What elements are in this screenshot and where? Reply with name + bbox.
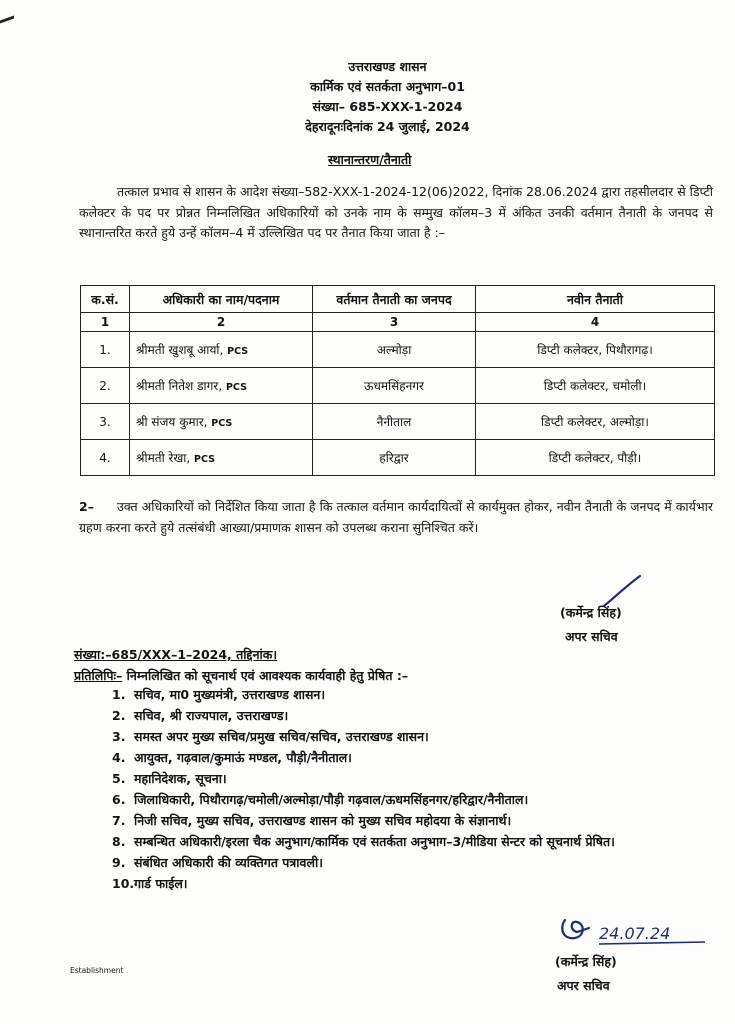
list-item <box>112 854 712 872</box>
table-row <box>81 440 715 476</box>
table-header-row <box>81 286 715 313</box>
row-serial: 4. <box>81 440 130 476</box>
col-number: 2 <box>130 313 313 332</box>
item-text: समस्त अपर मुख्य सचिव/प्रमुख सचिव/सचिव, उत्तराखण्ड शासन। <box>134 729 429 744</box>
officers-table <box>80 285 715 476</box>
list-item <box>112 770 712 788</box>
list-item <box>112 875 712 893</box>
paragraph-number: 2– <box>79 499 94 514</box>
col-number: 1 <box>81 313 130 332</box>
scan-corner-mark <box>0 15 14 33</box>
header-new-posting: नवीन तैनाती <box>476 286 715 313</box>
officer-cadre: PCS <box>227 346 249 357</box>
header-current-district: वर्तमान तैनाती का जनपद <box>313 286 476 313</box>
list-item <box>112 686 712 704</box>
endorsement-reference: संख्या:–685/XXX–1–2024, तद्दिनांक। <box>74 647 278 662</box>
handwritten-date: 24.07.24 <box>599 924 671 943</box>
header-government: उत्तराखण्ड शासन <box>348 59 427 74</box>
row-current-district: नैनीताल <box>313 404 476 440</box>
item-text: आयुक्त, गढ़वाल/कुमाऊं मण्डल, पौड़ी/नैनीताल। <box>134 750 352 765</box>
item-number: 1. <box>112 687 126 702</box>
signatory-designation-1: अपर सचिव <box>565 629 618 644</box>
signatory-designation-2: अपर सचिव <box>557 978 610 993</box>
list-item <box>112 707 712 725</box>
officer-name: श्रीमती नितेश डागर, <box>136 379 223 393</box>
column-number-row <box>81 313 715 332</box>
item-text: निजी सचिव, मुख्य सचिव, उत्तराखण्ड शासन को मुख्य सचिव महोदया के संज्ञानार्थ। <box>134 813 512 828</box>
row-new-posting: डिप्टी कलेक्टर, पौड़ी। <box>476 440 715 476</box>
copy-to-line <box>74 667 408 684</box>
item-text: सम्बन्धित अधिकारी/इरला चैक अनुभाग/कार्मिक एवं सतर्कता अनुभाग–3/मीडिया सेन्टर को सूचनार्थ प्रेषित। <box>134 834 615 849</box>
signature-handwritten-2 <box>555 906 725 950</box>
item-text: सचिव, श्री राज्यपाल, उत्तराखण्ड। <box>134 708 289 723</box>
item-number: 6. <box>112 792 126 807</box>
officer-cadre: PCS <box>211 418 233 429</box>
list-item <box>112 791 712 809</box>
list-item <box>112 728 712 746</box>
row-officer <box>130 404 313 440</box>
row-current-district: अल्मोड़ा <box>313 332 476 368</box>
copy-recipients-list <box>112 686 712 896</box>
establishment-tag: Establishment <box>70 966 124 975</box>
row-serial: 3. <box>81 404 130 440</box>
signatory-name-2: (कर्मेन्द्र सिंह) <box>555 954 617 969</box>
header-officer: अधिकारी का नाम/पदनाम <box>130 286 313 313</box>
subject-title: स्थानान्तरण/तैनाती <box>328 152 412 167</box>
col-number: 3 <box>313 313 476 332</box>
item-number: 9. <box>112 855 126 870</box>
row-current-district: ऊधमसिंहनगर <box>313 368 476 404</box>
item-number: 4. <box>112 750 126 765</box>
order-paragraph-1: तत्काल प्रभाव से शासन के आदेश संख्या–582-XXX-1-2024-12(06)2022, दिनांक 28.06.2024 द्वारा तहसीलदार से डिप्टी कलेक्टर के पद पर प्रोन्नत निम्नलिखित अधिकारियों को उनके नाम के सम्मुख कॉलम–3 में अंकित उनकी वर्तमान तैनाती के जनपद से स्थानान्तरित करते हुये उन्हें कॉलम–4 में उल्लिखित पद पर तैनात किया जाता है :– <box>79 184 713 240</box>
item-number: 8. <box>112 834 126 849</box>
row-new-posting: डिप्टी कलेक्टर, पिथौरागढ़। <box>476 332 715 368</box>
officer-name: श्रीमती रेखा, <box>136 451 191 465</box>
officer-name: श्रीमती खुशबू आर्या, <box>136 343 224 357</box>
item-text: महानिदेशक, सूचना। <box>134 771 227 786</box>
item-number: 2. <box>112 708 126 723</box>
row-officer <box>130 368 313 404</box>
header-number: संख्या– 685-XXX-1-2024 <box>312 99 463 114</box>
signatory-name-1: (कर्मेन्द्र सिंह) <box>560 605 622 620</box>
header-place-date: देहरादूनःदिनांक 24 जुलाई, 2024 <box>305 119 470 134</box>
officer-cadre: PCS <box>225 382 247 393</box>
item-text: सचिव, मा0 मुख्यमंत्री, उत्तराखण्ड शासन। <box>134 687 326 702</box>
row-officer <box>130 440 313 476</box>
item-text: गार्ड फाईल। <box>134 876 188 891</box>
item-number: 10. <box>112 876 135 891</box>
row-officer <box>130 332 313 368</box>
row-serial: 1. <box>81 332 130 368</box>
row-current-district: हरिद्वार <box>313 440 476 476</box>
item-number: 5. <box>112 771 126 786</box>
row-new-posting: डिप्टी कलेक्टर, अल्मोड़ा। <box>476 404 715 440</box>
list-item <box>112 833 712 851</box>
table-row <box>81 368 715 404</box>
table-row <box>81 332 715 368</box>
list-item <box>112 749 712 767</box>
header-section: कार्मिक एवं सतर्कता अनुभाग–01 <box>310 79 465 94</box>
row-serial: 2. <box>81 368 130 404</box>
row-new-posting: डिप्टी कलेक्टर, चमोली। <box>476 368 715 404</box>
officer-name: श्री संजय कुमार, <box>136 415 208 429</box>
copy-text: निम्नलिखित को सूचनार्थ एवं आवश्यक कार्यवाही हेतु प्रेषित :– <box>126 668 409 683</box>
officer-cadre: PCS <box>194 454 215 465</box>
item-number: 7. <box>112 813 126 828</box>
col-number: 4 <box>476 313 715 332</box>
order-paragraph-2 <box>79 497 713 538</box>
item-number: 3. <box>112 729 126 744</box>
paragraph-text: उक्त अधिकारियों को निर्देशित किया जाता है कि तत्काल वर्तमान कार्यदायित्वों से कार्यमुक्त होकर, नवीन तैनाती के जनपद में कार्यभार ग्रहण करना करते हुये तत्संबंधी आख्या/प्रमाणक शासन को उपलब्ध कराना सुनिश्चित करें। <box>79 499 713 535</box>
list-item <box>112 812 712 830</box>
table-row <box>81 404 715 440</box>
header-serial: क.सं. <box>81 286 130 313</box>
item-text: संबंधित अधिकारी की व्यक्तिगत पत्रावली। <box>134 855 323 870</box>
item-text: जिलाधिकारी, पिथौरागढ़/चमोली/अल्मोड़ा/पौड़ी गढ़वाल/ऊधमसिंहनगर/हरिद्वार/नैनीताल। <box>134 792 529 807</box>
copy-label: प्रतिलिपिः– <box>74 668 123 683</box>
